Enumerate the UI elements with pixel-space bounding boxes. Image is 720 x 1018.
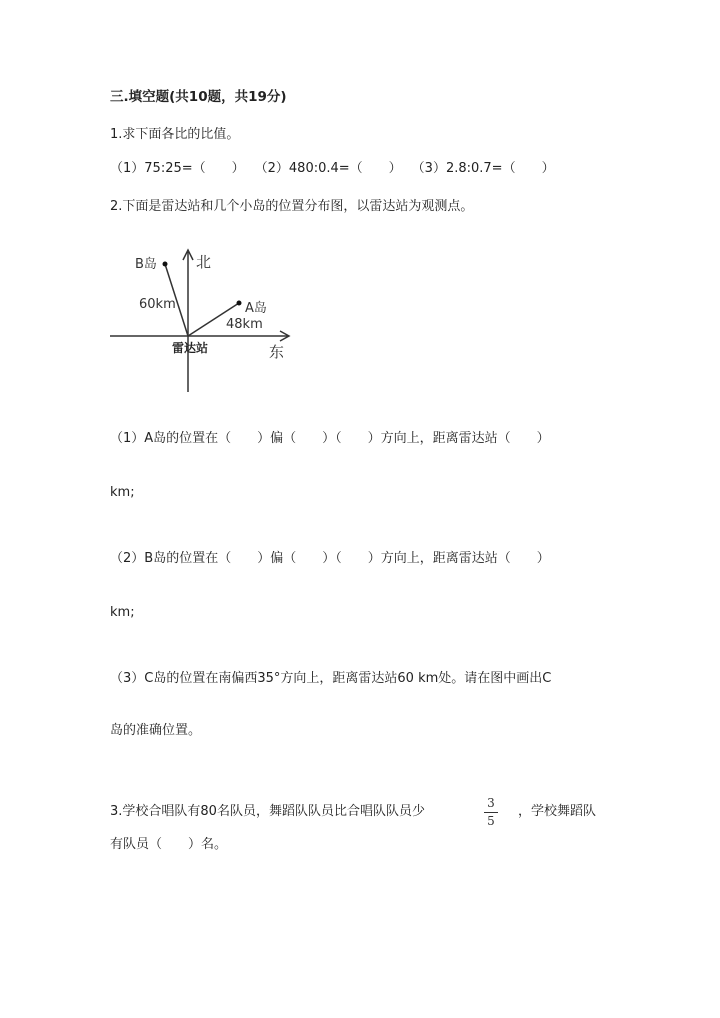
q2-sub2: （2）B岛的位置在（ ）偏（ ）（ ）方向上，距离雷达站（ ） bbox=[110, 551, 550, 566]
q1-parts bbox=[110, 160, 555, 178]
north-label: 北 bbox=[196, 253, 212, 271]
section-title: 三.填空题(共10题，共19分) bbox=[110, 89, 287, 105]
point-b bbox=[163, 262, 168, 267]
q2-sub2-unit: km; bbox=[110, 605, 135, 620]
fraction bbox=[484, 796, 498, 829]
radar-diagram bbox=[108, 242, 308, 398]
origin-label: 雷达站 bbox=[172, 341, 209, 355]
q1-part-1: （1）75:25=（ ） bbox=[110, 161, 245, 176]
q2-sub3-line2: 岛的准确位置。 bbox=[110, 723, 202, 738]
q3-after: ，学校舞蹈队 bbox=[518, 804, 597, 819]
q2-sub3-line1: （3）C岛的位置在南偏西35°方向上，距离雷达站60 km处。请在图中画出C bbox=[110, 671, 552, 686]
q1-stem: 1.求下面各比的比值。 bbox=[110, 127, 240, 142]
q2-stem: 2.下面是雷达站和几个小岛的位置分布图，以雷达站为观测点。 bbox=[110, 199, 474, 214]
point-a-label: A岛 bbox=[245, 301, 267, 316]
q2-sub1-unit: km; bbox=[110, 485, 135, 500]
fraction-numerator: 3 bbox=[487, 796, 495, 810]
q3-before: 3.学校合唱队有80名队员，舞蹈队队员比合唱队队员少 bbox=[110, 804, 425, 819]
q2-sub1: （1）A岛的位置在（ ）偏（ ）（ ）方向上，距离雷达站（ ） bbox=[110, 431, 550, 446]
dist-b-label: 60km bbox=[139, 297, 176, 312]
q1-part-3: （3）2.8:0.7=（ ） bbox=[411, 161, 555, 176]
q3-line2: 有队员（ ）名。 bbox=[110, 837, 228, 852]
fraction-denominator: 5 bbox=[487, 814, 495, 828]
point-a bbox=[237, 301, 242, 306]
east-label: 东 bbox=[269, 343, 285, 361]
dist-a-label: 48km bbox=[226, 317, 263, 332]
point-b-label: B岛 bbox=[135, 257, 157, 272]
q1-part-2: （2）480:0.4=（ ） bbox=[254, 161, 402, 176]
fraction-bar bbox=[484, 812, 498, 813]
